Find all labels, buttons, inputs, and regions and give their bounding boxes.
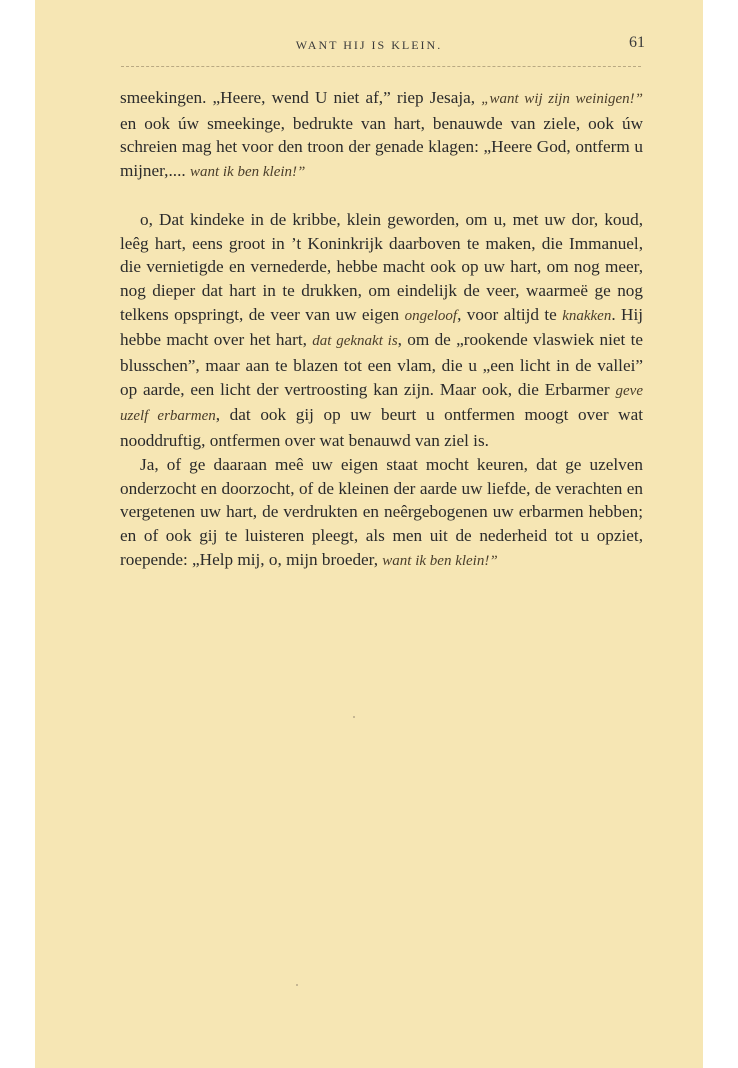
text-run: Ja, of ge daaraan meê uw eigen staat mocht keuren, dat ge uzelven onderzocht en doorzocht, of de kleinen der aarde uw liefde, de verachten en vergetenen uw hart, de verdrukten en neêrgebogenen uw erbarmen hebben; en of ook gij te luisteren pleegt, als men uit de nederheid tot u opziet, roepende: „Help mij, o, mijn broeder, [120, 454, 643, 569]
text-run: o, Dat kindeke in de kribbe, klein geworden, om u, met uw dor, koud, leêg hart, eens groot in ’t Koninkrijk daarboven te maken, die Immanuel, die vernietigde en vernederde, hebbe macht ook op uw hart, om nog meer, nog dieper dat hart in te drukken, om eindelijk de veer, waarmeë ge nog telkens opspringt, de veer van uw eigen [120, 209, 643, 324]
text-run: , dat ook gij op uw beurt u ontfermen moogt over wat nooddruftig, ontfermen over wat benauwd van ziel is. [120, 405, 644, 451]
italic-run: knakken [562, 307, 612, 324]
italic-run: ongeloof [404, 307, 458, 324]
italic-run: want ik ben klein!” [189, 164, 306, 181]
paper-speck [353, 716, 355, 718]
text-run: smeekingen. „Heere, wend U niet af,” riep Jesaja, [120, 88, 482, 107]
text-run: , voor altijd te [457, 304, 563, 324]
paragraph-3 [120, 453, 643, 574]
paragraph-2 [120, 208, 643, 453]
italic-run: want ik ben klein!” [382, 552, 498, 569]
text-run: . Hij hebbe macht over het hart, [120, 304, 644, 350]
text-run: , om de „rookende vlaswiek niet te blusschen”, maar aan te blazen tot een vlam, die u „een licht in de vallei” op aarde, een licht der vertroosting kan zijn. Maar ook, die Erbarmer [120, 330, 643, 399]
italic-run: „want wij zijn weinigen!” [481, 91, 643, 107]
book-page [35, 0, 703, 1068]
body-text [120, 86, 643, 573]
italic-run: dat geknakt is [312, 333, 398, 350]
page-number: 61 [629, 34, 645, 51]
header-rule [121, 66, 641, 67]
text-run: en ook úw smeekinge, bedrukte van hart, benauwde van ziele, ook úw schreien mag het voor den troon der genade klagen: „Heere God, ontferm u mijner,.... [120, 113, 643, 181]
running-head: WANT HIJ IS KLEIN. [295, 38, 443, 52]
paragraph-1 [120, 86, 643, 185]
paper-speck [296, 984, 298, 986]
italic-run: geve uzelf erbarmen [120, 382, 643, 425]
